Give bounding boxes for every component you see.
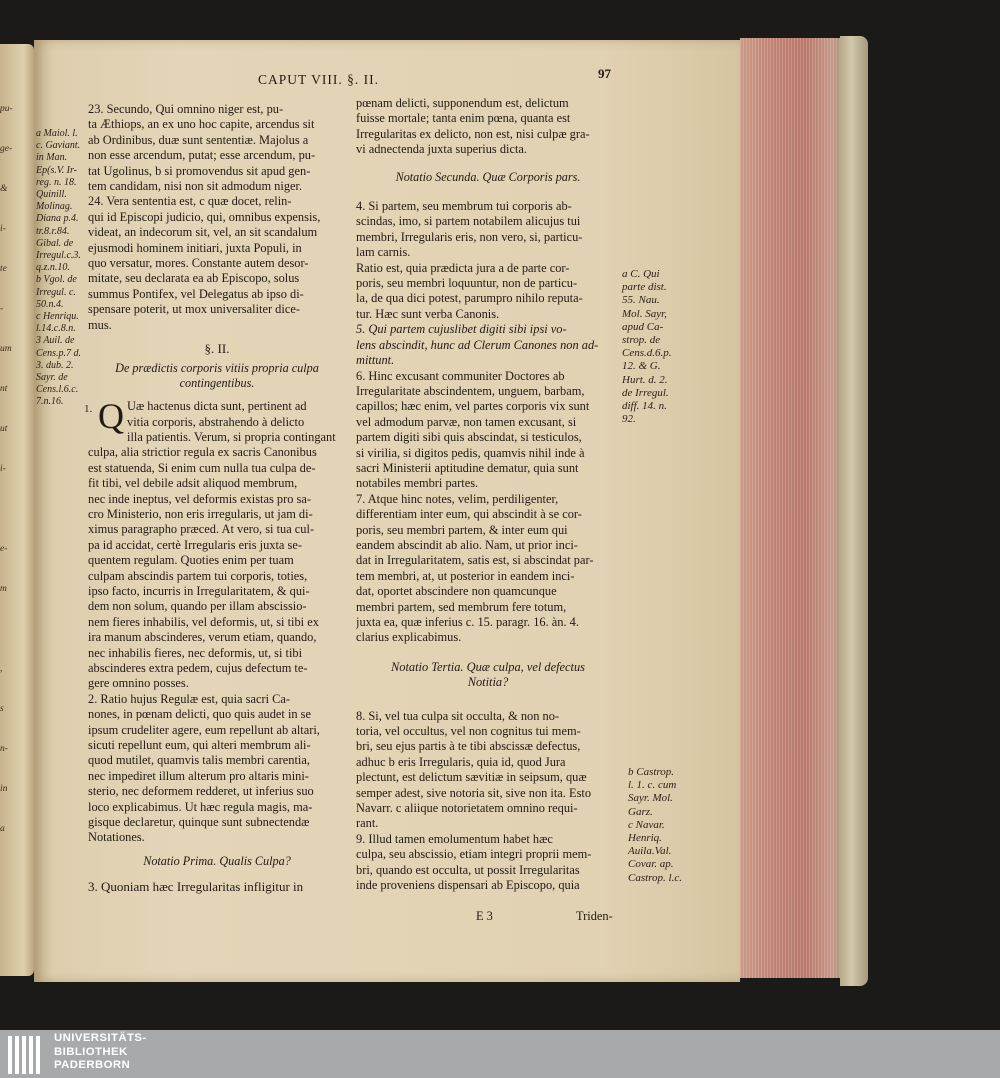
text-line: 8. Si, vel tua culpa sit occulta, & non no-	[356, 708, 560, 723]
text-line: illa patientis. Verum, si propria contingant	[127, 429, 336, 444]
margin-note: Cens.d.6.p.	[622, 347, 672, 360]
text-line: Navarr. c aliique notorietatem omnino requi-	[356, 801, 578, 816]
text-line: eandem abscindit ab alio. Nam, ut prior inci-	[356, 537, 578, 552]
paragraph-number: 1.	[84, 403, 93, 416]
facing-page-fragment: pu-	[0, 104, 13, 114]
text-line: ejusmodi hominem initiari, juxta Populi, in	[88, 240, 302, 255]
facing-page-fragment: &	[0, 184, 8, 194]
section-heading: §. II.	[204, 341, 230, 357]
text-line: 5. Qui partem cujuslibet digiti sibi ipsi vo-	[356, 322, 567, 337]
library-name-line-3: PADERBORN	[54, 1059, 131, 1071]
margin-note: Diana p.4.	[36, 213, 79, 225]
text-line: cro Ministerio, non eris irregularis, ut jam di-	[88, 506, 313, 521]
text-line: videat, an indecorum sit, vel, an sit scandalum	[88, 225, 318, 240]
text-line: si virilia, si digitos pedis, quamvis nihil inde à	[356, 445, 585, 460]
margin-note: c Navar.	[628, 818, 665, 831]
margin-note: l.14.c.8.n.	[36, 323, 76, 335]
margin-note: Mol. Sayr,	[622, 307, 667, 320]
text-line: 24. Vera sententia est, c quæ docet, relin-	[88, 194, 292, 209]
text-line: lam carnis.	[356, 245, 411, 260]
text-line: fuisse mortale; tanta enim pœna, quanta est	[356, 111, 571, 126]
catchword: Triden-	[576, 909, 613, 923]
text-line: juxta ea, quæ inferius c. 15. paragr. 16. àn. 4.	[356, 615, 579, 629]
text-line: dem non solum, quando per illam abscissio-	[88, 599, 307, 614]
text-line: dat, oportet abscindere non quamcunque	[356, 584, 557, 599]
margin-note: Covar. ap.	[628, 858, 674, 871]
text-line: bri, seu ejus partis à te tibi abscissæ defectus,	[356, 739, 581, 754]
margin-note: l. 1. c. cum	[628, 779, 677, 792]
text-line: quentem regulam. Quoties enim per tuam	[88, 553, 294, 568]
subtitle-line: De prædictis corporis vitiis propria culpa	[115, 361, 319, 376]
text-line: mus.	[88, 317, 112, 332]
paragraph-3-start: 3. Quoniam hæc Irregularitas infligitur in	[88, 879, 304, 895]
text-line: 2. Ratio hujus Regulæ est, quia sacri Ca-	[88, 691, 291, 706]
running-head: CAPUT VIII. §. II.	[258, 72, 379, 87]
text-line: Irregularitate abscindentem, unguem, barbam,	[356, 383, 585, 398]
continued-text	[356, 96, 620, 158]
text-line: culpam abscindis partem tui corporis, toties,	[88, 568, 308, 583]
margin-note: Quinill.	[36, 189, 67, 201]
text-line: notabiles membri partes.	[356, 476, 479, 491]
text-line: rant.	[356, 816, 379, 831]
margin-note: Castrop. l.c.	[628, 871, 682, 884]
margin-note: Gibal. de	[36, 237, 74, 249]
text-line: loco explicabimus. Ut hæc regula magis, ma-	[88, 799, 313, 814]
section-subtitle	[88, 361, 346, 391]
notatio-line: Notitia?	[467, 675, 509, 690]
facing-page-fragment: ,	[0, 664, 3, 674]
text-line: capillos; hæc enim, vel partes corporis vix sunt	[356, 399, 590, 414]
text-line: 4. Si partem, seu membrum tui corporis ab-	[356, 199, 572, 214]
text-line: fit tibi, vel debile adsit aliquod membrum,	[88, 476, 298, 491]
paragraph-6	[356, 369, 620, 492]
margin-note: c. Gaviant.	[36, 140, 81, 152]
library-name-line-2: BIBLIOTHEK	[54, 1045, 128, 1058]
notatio-prima: Notatio Prima. Qualis Culpa?	[143, 853, 291, 868]
book-cover-edge	[840, 36, 868, 986]
text-line: nec inde ineptus, vel deformis existas pro sa-	[88, 491, 311, 506]
margin-note: strop. de	[622, 334, 661, 347]
text-line: nones, in pœnam delicti, quo quis audet in se	[88, 707, 311, 722]
facing-page-fragment: i-	[0, 224, 6, 234]
text-line: vitia corporis, abstrahendo à delicto	[127, 414, 305, 429]
right-text-column	[356, 96, 620, 894]
margin-note: Sayr. de	[36, 372, 68, 384]
text-line: partem digiti sibi quis abscindat, si testiculos,	[356, 430, 582, 445]
paragraph-7	[356, 492, 620, 646]
text-line: differentiam inter eum, qui abscindit à se cor-	[356, 507, 582, 522]
text-line: Notationes.	[88, 830, 145, 845]
paragraph-2	[88, 692, 346, 846]
margin-note: 55. Nau.	[622, 294, 660, 307]
paragraph-5-quote	[356, 322, 620, 368]
margin-note: Garz.	[628, 805, 653, 818]
text-line: membri, Irregularis eris, non vero, si, particu-	[356, 229, 583, 244]
text-line: semper adest, sive notoria sit, sive non ita. Esto	[356, 785, 592, 800]
notatio-tertia	[356, 660, 620, 691]
margin-note: Hurt. d. 2.	[622, 373, 668, 386]
text-line: mittunt.	[356, 353, 395, 368]
library-logo-icon	[6, 1032, 46, 1076]
margin-note: tr.8.r.84.	[36, 225, 70, 237]
text-line: tem candidam, nisi non sit admodum niger.	[88, 179, 303, 194]
margin-note: c Henriqu.	[36, 311, 79, 323]
text-line: nec inhabilis fieres, nec deformis, ut, si tibi	[88, 645, 303, 660]
text-line: quo versatur, mores. Constante autem desor-	[88, 256, 309, 271]
facing-page-fragment: e-	[0, 544, 8, 554]
margin-note: 12. & G.	[622, 360, 661, 373]
margin-note: Cens.l.6.c.	[36, 384, 79, 396]
text-line: toria, vel occultus, vel non cognitus tui mem-	[356, 724, 581, 739]
left-text-column	[84, 102, 346, 895]
text-line: 6. Hinc excusant communiter Doctores ab	[356, 368, 565, 383]
text-line: abscinderes extra pedem, cujus defectum te-	[88, 661, 308, 675]
text-line: la, de qua dici potest, parumpro nihilo reputa-	[356, 291, 583, 306]
text-line: sacri Ministerii aptitudine dematur, quia sunt	[356, 460, 579, 475]
facing-page-fragment: te	[0, 264, 7, 274]
margin-note: Irregul. c.	[36, 286, 76, 298]
text-line: Irregularitas ex delicto, non est, nisi culpæ gra-	[356, 126, 590, 141]
text-line: ximus paragrapho præced. At vero, si tua cul-	[88, 522, 315, 537]
text-line: vi adnectenda juxta superius dicta.	[356, 142, 528, 157]
margin-note: 92.	[622, 413, 636, 426]
text-line: 7. Atque hinc notes, velim, perdiligenter,	[356, 491, 559, 506]
margin-note: a Maiol. l.	[36, 128, 78, 139]
margin-note: Sayr. Mol.	[628, 792, 673, 805]
text-line: dat in Irregularitatem, satis est, si abscindat par-	[356, 553, 594, 568]
text-line: 9. Illud tamen emolumentum habet hæc	[356, 831, 553, 846]
margin-note: 7.n.16.	[36, 396, 64, 408]
text-line: 23. Secundo, Qui omnino niger est, pu-	[88, 102, 284, 116]
text-line: sterio, nec deformem redderet, ut inferius suo	[88, 784, 314, 799]
paragraph-23	[88, 102, 346, 194]
text-line: ira manum abscinderes, verum etiam, quando,	[88, 630, 317, 645]
margin-note: Cens.p.7 d.	[36, 347, 81, 359]
signature-mark: E 3	[476, 909, 493, 923]
left-page-edge	[0, 44, 34, 976]
text-line: clarius explicabimus.	[356, 630, 462, 645]
text-line: scindas, imo, si partem notabilem alicujus tui	[356, 214, 581, 229]
margin-note: apud Ca-	[622, 320, 664, 333]
ratio-paragraph	[356, 261, 620, 323]
text-line: tat Ugolinus, b si promovendus sit apud gen-	[88, 163, 311, 178]
paragraph-24	[88, 194, 346, 333]
margin-note: de Irregul.	[622, 386, 669, 399]
text-line: sicuti repellunt eum, qui alteri membrum ali-	[88, 738, 311, 753]
margin-note: 3 Auil. de	[36, 335, 75, 347]
text-line: membri partem, sed membrum fere totum,	[356, 599, 567, 614]
margin-note: diff. 14. n.	[622, 400, 667, 413]
text-line: poris, seu membri partem, & inter eum qui	[356, 522, 568, 537]
facing-page-fragment: n-	[0, 744, 8, 754]
text-line: bri, quando est occulta, ut possit Irregularitas	[356, 862, 580, 877]
text-line: est statuenda, Si enim cum nulla tua culpa de-	[88, 460, 316, 475]
margin-note: a C. Qui	[622, 268, 660, 280]
text-line: adhuc b eris Irregularis, quia id, quod Jura	[356, 754, 566, 769]
library-name	[54, 1032, 147, 1073]
facing-page-fragment: in	[0, 784, 8, 794]
text-line: tur. Hæc sunt verba Canonis.	[356, 306, 500, 321]
library-footer-bar	[0, 1030, 1000, 1078]
margin-note: q.z.n.10.	[36, 262, 70, 274]
margin-note: Molinag.	[36, 201, 73, 213]
text-line: quod mutilet, quamvis talis membri carentia,	[88, 753, 310, 768]
margin-note: parte dist.	[622, 281, 667, 294]
margin-note: b Castrop.	[628, 766, 675, 778]
margin-note: reg. n. 18.	[36, 176, 77, 188]
text-line: gere omnino posses.	[88, 676, 189, 691]
facing-page-fragment: s	[0, 704, 4, 714]
notatio-line: Notatio Tertia. Quæ culpa, vel defectus	[391, 659, 585, 674]
paragraph-9	[356, 832, 620, 894]
text-line: pœnam delicti, supponendum est, delictum	[356, 96, 569, 110]
text-line: ipsum crudeliter agere, eum repellunt ab altari,	[88, 722, 320, 737]
drop-cap: Q	[98, 396, 124, 437]
facing-page-fragment: i-	[0, 464, 6, 474]
text-line: gisque declaretur, quinque sunt subnectendæ	[88, 815, 310, 830]
margin-note: b Vgol. de	[36, 274, 77, 286]
text-line: ipso facto, incurris in Irregularitatem, & qui-	[88, 583, 310, 598]
paragraph-8	[356, 709, 620, 832]
facing-page-fragment: ge-	[0, 144, 13, 154]
text-line: Uæ hactenus dicta sunt, pertinent ad	[127, 399, 307, 414]
margin-note: Ep(s.V. Ir-	[36, 164, 78, 176]
library-name-line-1: UNIVERSITÄTS-	[54, 1032, 147, 1044]
notatio-secunda: Notatio Secunda. Quæ Corporis pars.	[395, 169, 581, 184]
page-block-edge	[740, 38, 848, 978]
margin-note: 50.n.4.	[36, 298, 64, 310]
text-line: non esse arcendum, putat; esse arcendum, pu-	[88, 148, 316, 163]
text-line: ta Æthiops, an ex uno hoc capite, arcendus sit	[88, 117, 315, 132]
text-line: nec impediret illum alterum pro altaris mini-	[88, 768, 309, 783]
text-line: summus Pontifex, vel Delegatus ab ipso di-	[88, 286, 304, 301]
text-line: poris, seu membri loquuntur, non de particu-	[356, 276, 578, 291]
paragraph-4	[356, 199, 620, 261]
margin-note: Henriq.	[628, 832, 662, 845]
right-margin-notes-a	[622, 268, 672, 426]
text-line: spensare poterit, ut mox universaliter dice-	[88, 302, 300, 317]
text-line: plectunt, est delictum sævitiæ in seipsum, quæ	[356, 770, 587, 785]
facing-page-fragment: nt	[0, 384, 8, 394]
margin-note: 3. dub. 2.	[36, 359, 74, 371]
left-margin-notes	[36, 128, 81, 409]
text-line: nem fieres inhabilis, vel deformis, ut, si tibi ex	[88, 614, 319, 629]
facing-page-fragment: ut	[0, 424, 8, 434]
margin-note: in Man.	[36, 152, 68, 164]
text-line: qui id Episcopi judicio, qui, omnibus expensis,	[88, 209, 321, 224]
paragraph-1	[84, 396, 346, 692]
right-margin-notes-b	[628, 766, 682, 885]
facing-page-fragment: a	[0, 824, 5, 834]
margin-note: Auila.Val.	[628, 845, 672, 858]
text-line: vel admodum parvæ, non tamen excusant, si	[356, 414, 577, 429]
facing-page-fragment: m	[0, 584, 7, 594]
subtitle-line: contingentibus.	[179, 376, 255, 391]
text-line: Ratio est, quia prædicta jura a de parte cor-	[356, 260, 570, 275]
text-line: culpa, seu abscissio, etiam integri proprii mem-	[356, 847, 592, 862]
text-line: pa id accidat, certè Irregularis eris juxta se-	[88, 537, 302, 552]
text-line: ab Ordinibus, duæ sunt sententiæ. Majolus a	[88, 132, 309, 147]
text-line: tem membri, at, ut posterior in eandem inci-	[356, 568, 575, 583]
facing-page-fragment: -	[0, 304, 4, 314]
text-line: mitate, seu declarata ea ab Episcopo, solus	[88, 271, 300, 286]
facing-page-fragment: um	[0, 344, 12, 354]
margin-note: Irregul.c.3.	[36, 250, 81, 262]
text-line: inde proveniens dispensari ab Episcopo, quia	[356, 878, 580, 893]
page-number: 97	[598, 66, 611, 81]
text-line: lens abscindit, hunc ad Clerum Canones non ad-	[356, 337, 599, 352]
text-line: culpa, alia strictior regula ex sacris Canonibus	[88, 445, 317, 460]
